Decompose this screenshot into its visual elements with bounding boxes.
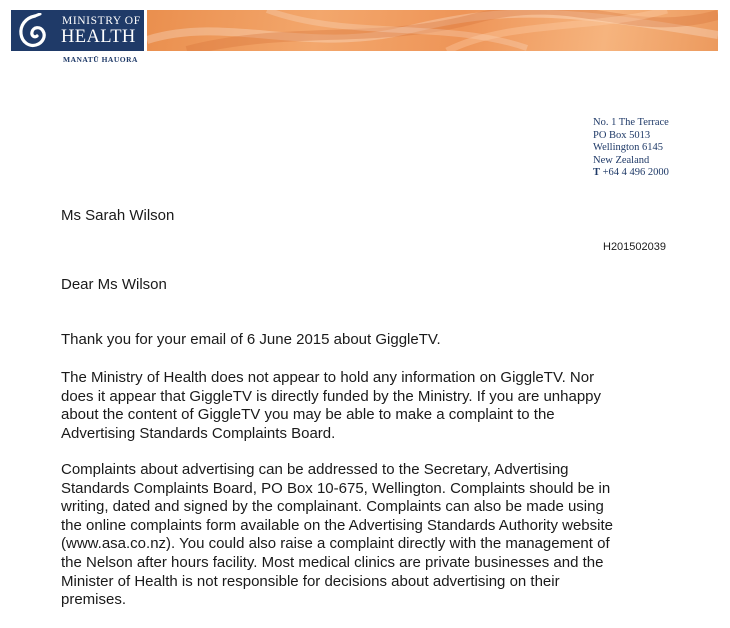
paragraph-line: Minister of Health is not responsible for decisions about advertising on their xyxy=(61,572,560,590)
phone-label: T xyxy=(593,167,601,179)
paragraph-line: Complaints about advertising can be addressed to the Secretary, Advertising xyxy=(61,461,569,478)
reference-number: H201502039 xyxy=(603,241,667,253)
paragraph-2 xyxy=(61,369,601,443)
letterhead xyxy=(0,0,730,70)
paragraph-line: (www.asa.co.nz). You could also raise a complaint directly with the management of xyxy=(61,535,610,553)
address-line: New Zealand xyxy=(593,154,650,166)
sender-address xyxy=(593,117,669,180)
paragraph-line: does it appear that GiggleTV is directly funded by the Ministry. If you are unhappy xyxy=(61,387,602,405)
paragraph-line: Thank you for your email of 6 June 2015 about GiggleTV. xyxy=(61,331,441,348)
salutation: Dear Ms Wilson xyxy=(61,276,167,293)
paragraph-line: The Ministry of Health does not appear to hold any information on GiggleTV. Nor xyxy=(61,369,595,386)
paragraph-1 xyxy=(61,331,441,350)
banner-pattern xyxy=(147,10,718,51)
ministry-logo xyxy=(11,10,144,51)
paragraph-3 xyxy=(61,461,613,610)
logo-line2: HEALTH xyxy=(61,27,136,47)
paragraph-line: writing, dated and signed by the complainant. Complaints can also be made using xyxy=(61,498,604,516)
address-line: PO Box 5013 xyxy=(593,129,651,141)
letterhead-banner xyxy=(147,10,718,51)
recipient-name: Ms Sarah Wilson xyxy=(61,207,175,224)
paragraph-line: Advertising Standards Complaints Board. xyxy=(61,424,336,442)
paragraph-line: Standards Complaints Board, PO Box 10-675, Wellington. Complaints should be in xyxy=(61,479,611,497)
paragraph-line: the online complaints form available on the Advertising Standards Authority website xyxy=(61,516,613,534)
address-phone xyxy=(593,167,669,180)
paragraph-line: the Nelson after hours facility. Most medical clinics are private businesses and the xyxy=(61,553,604,571)
paragraph-line: premises. xyxy=(61,591,127,609)
address-line: No. 1 The Terrace xyxy=(593,117,669,128)
paragraph-line: about the content of GiggleTV you may be able to make a complaint to the xyxy=(61,406,555,424)
logo-maori-name: MANATŪ HAUORA xyxy=(63,55,138,64)
koru-logo-icon xyxy=(15,13,51,49)
address-line: Wellington 6145 xyxy=(593,142,664,154)
phone-number: +64 4 496 2000 xyxy=(602,167,669,179)
logo-line1: MINISTRY OF xyxy=(62,15,141,27)
